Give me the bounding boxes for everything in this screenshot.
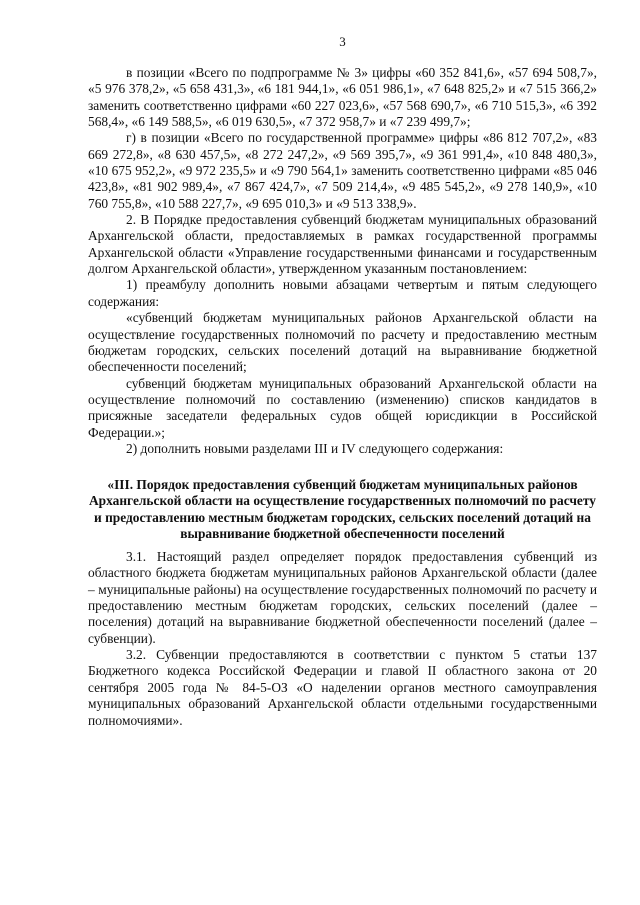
paragraph-quoted-subvention-districts: «субвенций бюджетам муниципальных районов Архангельской области на осуществление государственных полномочий по расчету и предоставлению местным бюджетам городских, сельских поселений дотаций на выравнивание бюджетной обеспеченности поселений; bbox=[88, 310, 597, 375]
paragraph-quoted-subvention-jurors: субвенций бюджетам муниципальных образований Архангельской области на осуществление полномочий по составлению (изменению) списков кандидатов в присяжные заседатели федеральных судов общей юрисдикции в Российской Федерации.»; bbox=[88, 375, 597, 440]
paragraph-3-2: 3.2. Субвенции предоставляются в соответствии с пунктом 5 статьи 137 Бюджетного кодекса Российской Федерации и главой II областного закона от 20 сентября 2005 года № 84-5-ОЗ «О наделении органов местного самоуправления муниципальных образований Архангельской области отдельными государственными полномочиями». bbox=[88, 647, 597, 728]
paragraph-subprogram-3-totals: в позиции «Всего по подпрограмме № 3» цифры «60 352 841,6», «57 694 508,7», «5 976 378,2», «5 658 431,3», «6 181 944,1», «6 051 986,1», «7 648 825,2» и «7 515 366,2» заменить соответственно цифрами «60 227 023,6», «57 568 690,7», «6 710 515,3», «6 392 568,4», «6 149 588,5», «6 019 630,5», «7 372 958,7» и «7 239 499,7»; bbox=[88, 65, 597, 130]
paragraph-3-1: 3.1. Настоящий раздел определяет порядок предоставления субвенций из областного бюджета бюджетам муниципальных районов Архангельской области (далее – муниципальные районы) на осуществление государственных полномочий по расчету и предоставлению местным бюджетам городских, сельских поселений (далее – поселения) дотаций на выравнивание бюджетной обеспеченности поселений (далее – субвенции). bbox=[88, 549, 597, 646]
document-page bbox=[88, 34, 597, 729]
paragraph-new-sections: 2) дополнить новыми разделами III и IV следующего содержания: bbox=[126, 440, 504, 456]
section-title: «III. Порядок предоставления субвенций бюджетам муниципальных районов Архангельской области на осуществление государственных полномочий по расчету и предоставлению местным бюджетам городских, сельских поселений дотаций на выравнивание бюджетной обеспеченности поселений bbox=[89, 477, 596, 541]
paragraph-program-totals: г) в позиции «Всего по государственной программе» цифры «86 812 707,2», «83 669 272,8», «8 630 457,5», «8 272 247,2», «9 569 395,7», «9 361 991,4», «10 848 480,3», «10 675 952,2», «9 972 235,5» и «9 790 564,1» заменить соответственно цифрами «85 046 423,8», «81 902 989,4», «7 867 424,7», «7 509 214,4», «9 485 545,2», «9 278 140,9», «10 760 755,8», «10 588 227,7», «9 695 010,3» и «9 513 338,9». bbox=[88, 130, 597, 211]
paragraph-preamble-addition: 1) преамбулу дополнить новыми абзацами четвертым и пятым следующего содержания: bbox=[88, 277, 597, 309]
page-number: 3 bbox=[339, 34, 346, 49]
paragraph-procedure-amendment: 2. В Порядке предоставления субвенций бюджетам муниципальных образований Архангельской области, предоставляемых в рамках государственной программы Архангельской области «Управление государственными финансами и государственным долгом Архангельской области», утвержденном указанным постановлением: bbox=[88, 212, 597, 277]
